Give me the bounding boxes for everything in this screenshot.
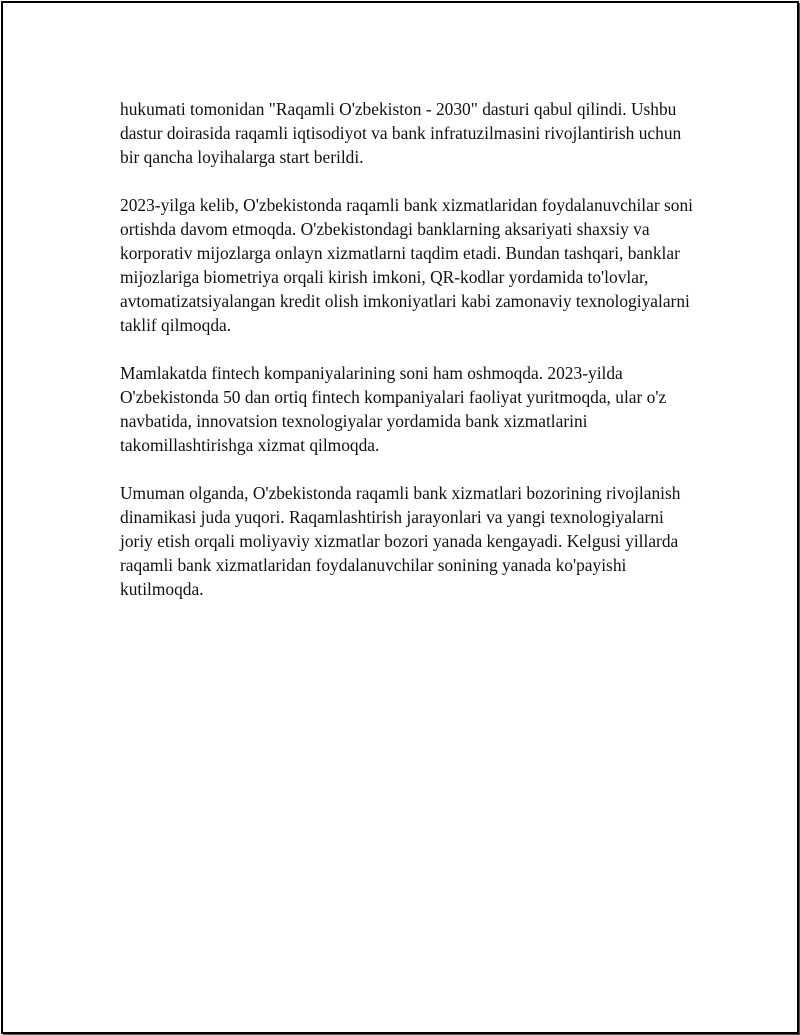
paragraph-conclusion: Umuman olganda, O'zbekistonda raqamli bank xizmatlari bozorining rivojlanish dinamikasi juda yuqori. Raqamlashtirish jarayonlari va yangi texnologiyalarni joriy etish orqali moliyaviy xizmatlar bozori yanada kengayadi. Kelgusi yillarda raqamli bank xizmatlaridan foydalanuvchilar sonining yanada ko'payishi kutilmoqda. <box>120 483 681 599</box>
paragraph-digital-banking-2023: 2023-yilga kelib, O'zbekistonda raqamli bank xizmatlaridan foydalanuvchilar soni ortishda davom etmoqda. O'zbekistondagi banklarning aksariyati shaxsiy va korporativ mijozlarga onlayn xizmatlarni taqdim etadi. Bundan tashqari, banklar mijozlariga biometriya orqali kirish imkoni, QR-kodlar yordamida to'lovlar, avtomatizatsiyalangan kredit olish imkoniyatlari kabi zamonaviy texnologiyalarni taklif qilmoqda. <box>120 195 693 335</box>
paragraph-digital-uzbekistan-2030: hukumati tomonidan "Raqamli O'zbekiston - 2030" dasturi qabul qilindi. Ushbu dastur doirasida raqamli iqtisodiyot va bank infratuzilmasini rivojlantirish uchun bir qancha loyihalarga start berildi. <box>120 99 682 167</box>
paragraph-fintech-companies: Mamlakatda fintech kompaniyalarining soni ham oshmoqda. 2023-yilda O'zbekistonda 50 dan ortiq fintech kompaniyalari faoliyat yuritmoqda, ular o'z navbatida, innovatsion texnologiyalar yordamida bank xizmatlarini takomillashtirishga xizmat qilmoqda. <box>120 363 667 455</box>
document-body <box>120 97 695 625</box>
document-page <box>1 1 799 1034</box>
